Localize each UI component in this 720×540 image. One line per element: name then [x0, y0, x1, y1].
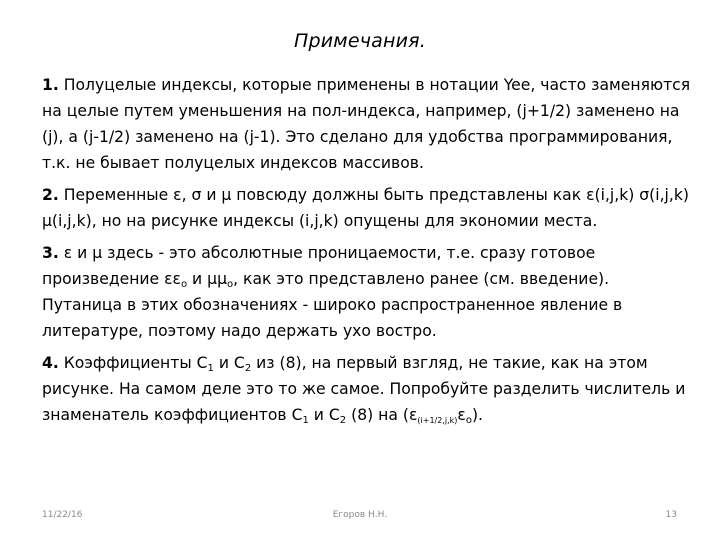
subscript: (i+1/2,j,k): [417, 416, 458, 425]
note-text: Переменные ε, σ и μ повсюду должны быть представлены как ε(i,j,k) σ(i,j,k) μ(i,j,k), но на рисунке индексы (i,j,k) опущены для экономии места.: [42, 186, 689, 230]
note-1: [42, 72, 692, 176]
subscript: o: [465, 415, 472, 426]
note-text: из (8), на первый взгляд, не такие, как на этом рисунке. На самом деле это то же самое. Попробуйте разделить числитель и знаменатель коэффициентов C: [42, 354, 686, 424]
footer-page-number: 13: [665, 510, 677, 520]
note-text: и C: [213, 354, 245, 372]
subscript: 2: [339, 415, 347, 426]
note-number: 3.: [42, 244, 59, 262]
note-4: [42, 350, 692, 428]
subscript: o: [226, 279, 234, 290]
note-text: ε: [457, 406, 466, 424]
subscript: 1: [207, 363, 214, 374]
footer-author: Егоров Н.Н.: [332, 510, 388, 520]
subscript: o: [180, 279, 188, 290]
note-text: и C: [308, 406, 340, 424]
note-text: (8) на (ε: [346, 406, 418, 424]
note-text: Полуцелые индексы, которые применены в нотации Yee, часто заменяются на целые путем уменьшения на пол-индекса, например, (j+1/2) заменено на (j), а (j-1/2) заменено на (j-1). Это сделано для удобства программирования, т.к. не бывает полуцелых индексов массивов.: [42, 76, 691, 172]
note-text: Коэффициенты C: [58, 354, 208, 372]
note-number: 2.: [42, 186, 59, 204]
footer-date: 11/22/16: [42, 510, 83, 520]
slide-title: Примечания.: [293, 30, 427, 52]
note-number: 4.: [42, 354, 59, 372]
subscript: 1: [302, 415, 309, 426]
note-2: [42, 182, 692, 234]
subscript: 2: [244, 363, 252, 374]
notes-body: [42, 72, 692, 434]
note-number: 1.: [42, 76, 59, 94]
note-text: ε и μ здесь - это абсолютные проницаемости, т.е. сразу готовое произведение εε: [42, 244, 596, 288]
note-text: и μμ: [187, 270, 227, 288]
note-3: [42, 240, 692, 344]
note-text: ).: [471, 406, 483, 424]
note-text: , как это представлено ранее (см. введение). Путаница в этих обозначениях - широко распространенное явление в литературе, поэтому надо держать ухо востро.: [42, 270, 623, 340]
